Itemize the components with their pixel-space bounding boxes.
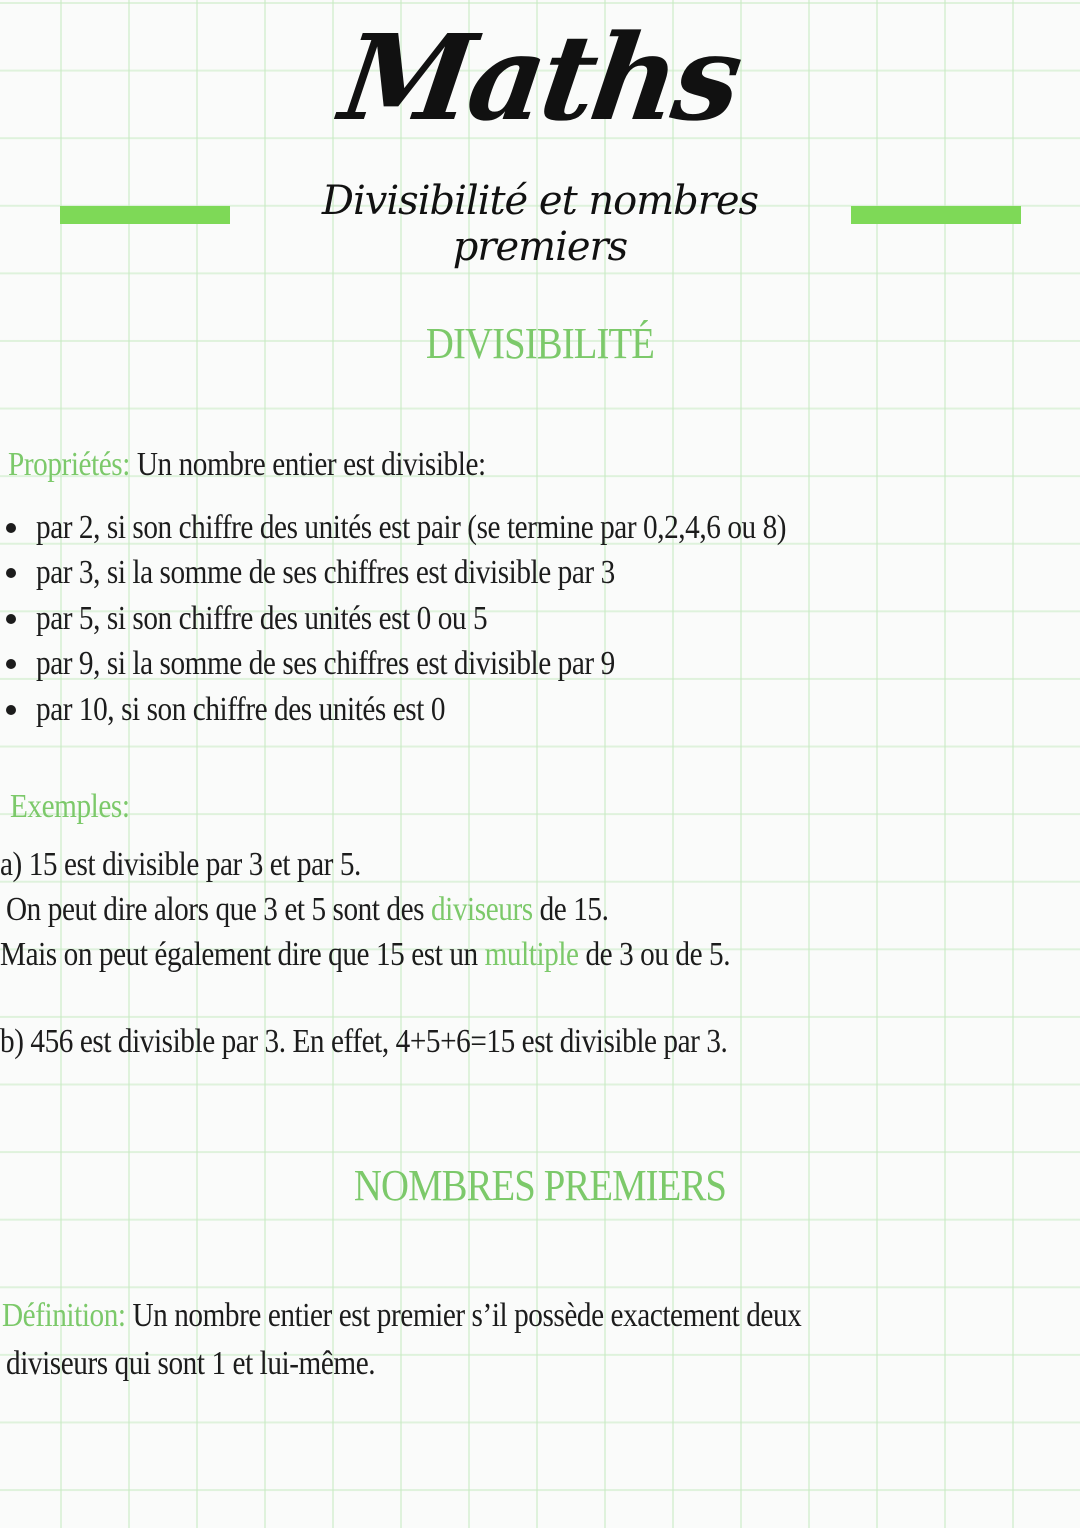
decorative-bar-right [851,206,1021,224]
rule-text: par 10, si son chiffre des unités est 0 [36,690,446,728]
keyword-multiple: multiple [484,936,579,973]
definition-line2: diviseurs qui sont 1 et lui-même. [6,1345,376,1382]
example-a-line3 [0,936,730,974]
rule-text: par 3, si la somme de ses chiffres est divisible par 3 [36,554,615,592]
definition-label: Définition: [2,1297,126,1334]
bullet-icon [6,523,16,533]
example-b-line1: b) 456 est divisible par 3. En effet, 4+5+6=15 est divisible par 3. [0,1023,728,1060]
bullet-icon [6,659,16,669]
rule-text: par 5, si son chiffre des unités est 0 ou 5 [36,599,488,637]
divisibility-rules-list [6,505,908,733]
proprietes-line [8,446,486,484]
example-a-line1: a) 15 est divisible par 3 et par 5. [0,846,361,883]
bullet-icon [6,614,16,624]
rule-text: par 2, si son chiffre des unités est pair (se termine par 0,2,4,6 ou 8) [36,508,787,546]
section-heading-nombres-premiers: NOMBRES PREMIERS [353,1161,727,1210]
definition-text: Un nombre entier est premier s’il possède exactement deux [125,1297,802,1334]
list-item [6,596,908,642]
decorative-bar-left [60,206,230,224]
bullet-icon [6,705,16,715]
section-heading-divisibilite: DIVISIBILITÉ [425,319,655,368]
list-item [6,642,908,688]
definition-line1 [2,1297,801,1335]
example-a-line2 [6,891,608,929]
page-subtitle: Divisibilité et nombres premiers [321,178,759,270]
example-a-line2-text: On peut dire alors que 3 et 5 sont des [6,891,431,928]
example-a-line3-text: Mais on peut également dire que 15 est un [0,936,485,973]
exemples-label: Exemples: [10,788,130,825]
keyword-diviseurs: diviseurs [430,891,533,928]
proprietes-text: Un nombre entier est divisible: [129,446,486,483]
proprietes-label: Propriétés: [8,446,130,483]
page-title: Maths [333,8,747,147]
rule-text: par 9, si la somme de ses chiffres est divisible par 9 [36,645,615,683]
example-a-line2-end: de 15. [532,891,609,928]
bullet-icon [6,568,16,578]
list-item [6,505,908,551]
example-a-line3-end: de 3 ou de 5. [578,936,731,973]
list-item [6,687,908,733]
list-item [6,551,908,597]
